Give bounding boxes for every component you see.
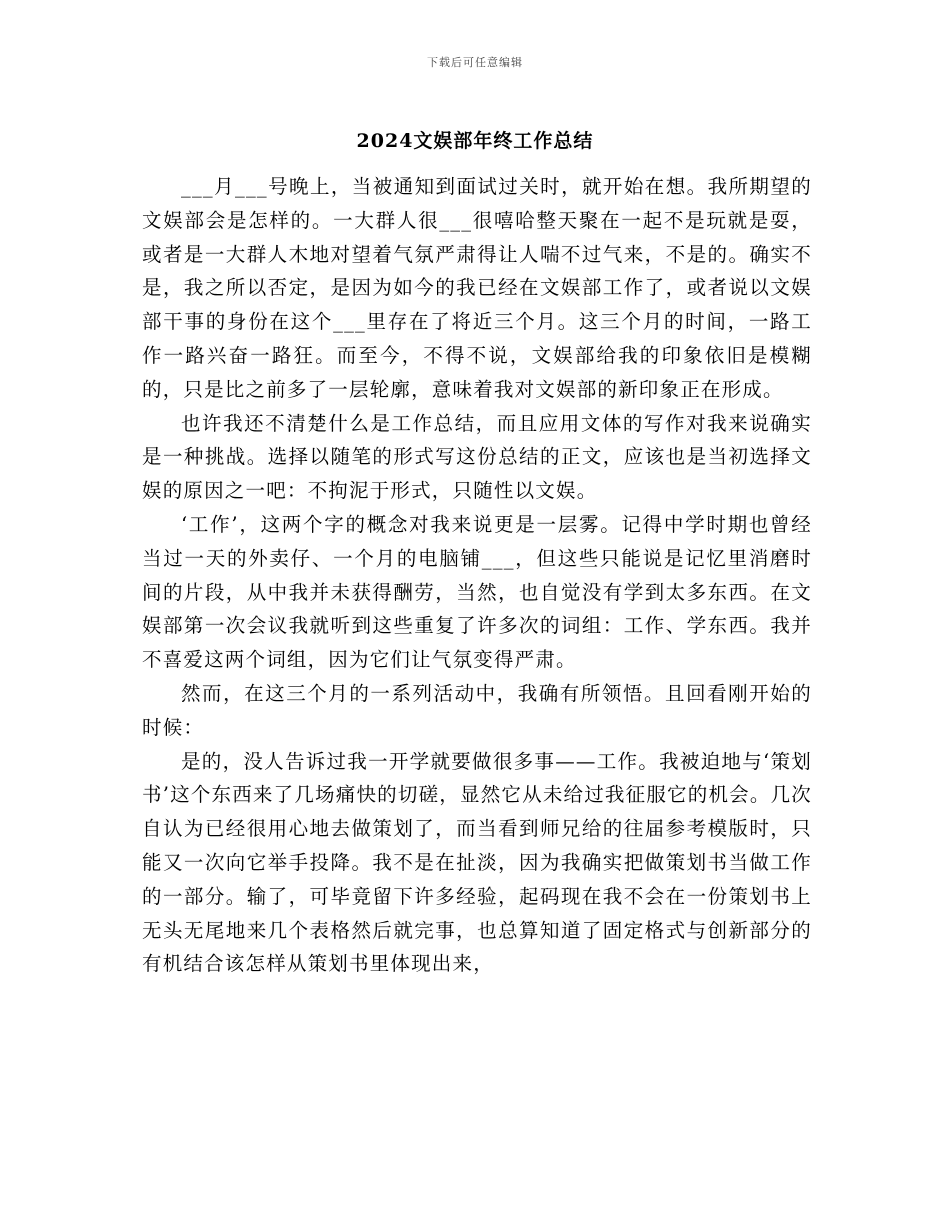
paragraph-5: 是的，没人告诉过我一开学就要做很多事——工作。我被迫地与‘策划书’这个东西来了几场痛快的切磋，显然它从未给过我征服它的机会。几次自认为已经很用心地去做策划了，而当看到师兄给的往届参考模版时，只能又一次向它举手投降。我不是在扯淡，因为我确实把做策划书当做工作的一部分。输了，可毕竟留下许多经验，起码现在我不会在一份策划书上无头无尾地来几个表格然后就完事，也总算知道了固定格式与创新部分的有机结合该怎样从策划书里体现出来， (142, 749, 812, 976)
paragraph-2: 也许我还不清楚什么是工作总结，而且应用文体的写作对我来说确实是一种挑战。选择以随笔的形式写这份总结的正文，应该也是当初选择文娱的原因之一吧：不拘泥于形式，只随性以文娱。 (142, 411, 812, 503)
document-title: 2024文娱部年终工作总结 (356, 130, 594, 152)
paragraph-1: ___月___号晚上，当被通知到面试过关时，就开始在想。我所期望的文娱部会是怎样的。一大群人很___很嘻哈整天聚在一起不是玩就是耍，或者是一大群人木地对望着气氛严肃得让人喘不过气来，不是的。确实不是，我之所以否定，是因为如今的我已经在文娱部工作了，或者说以文娱部干事的身份在这个___里存在了将近三个月。这三个月的时间，一路工作一路兴奋一路狂。而至今，不得不说，文娱部给我的印象依旧是模糊的，只是比之前多了一层轮廓，意味着我对文娱部的新印象正在形成。 (142, 175, 812, 401)
document-body (142, 170, 812, 981)
page-header-note: 下载后可任意编辑 (427, 56, 523, 69)
paragraph-3: ‘工作’，这两个字的概念对我来说更是一层雾。记得中学时期也曾经当过一天的外卖仔、一个月的电脑铺___，但这些只能说是记忆里消磨时间的片段，从中我并未获得酬劳，当然，也自觉没有学到太多东西。在文娱部第一次会议我就听到这些重复了许多次的词组：工作、学东西。我并不喜爱这两个词组，因为它们让气氛变得严肃。 (142, 512, 812, 672)
paragraph-4: 然而，在这三个月的一系列活动中，我确有所领悟。且回看刚开始的时候： (142, 681, 812, 739)
